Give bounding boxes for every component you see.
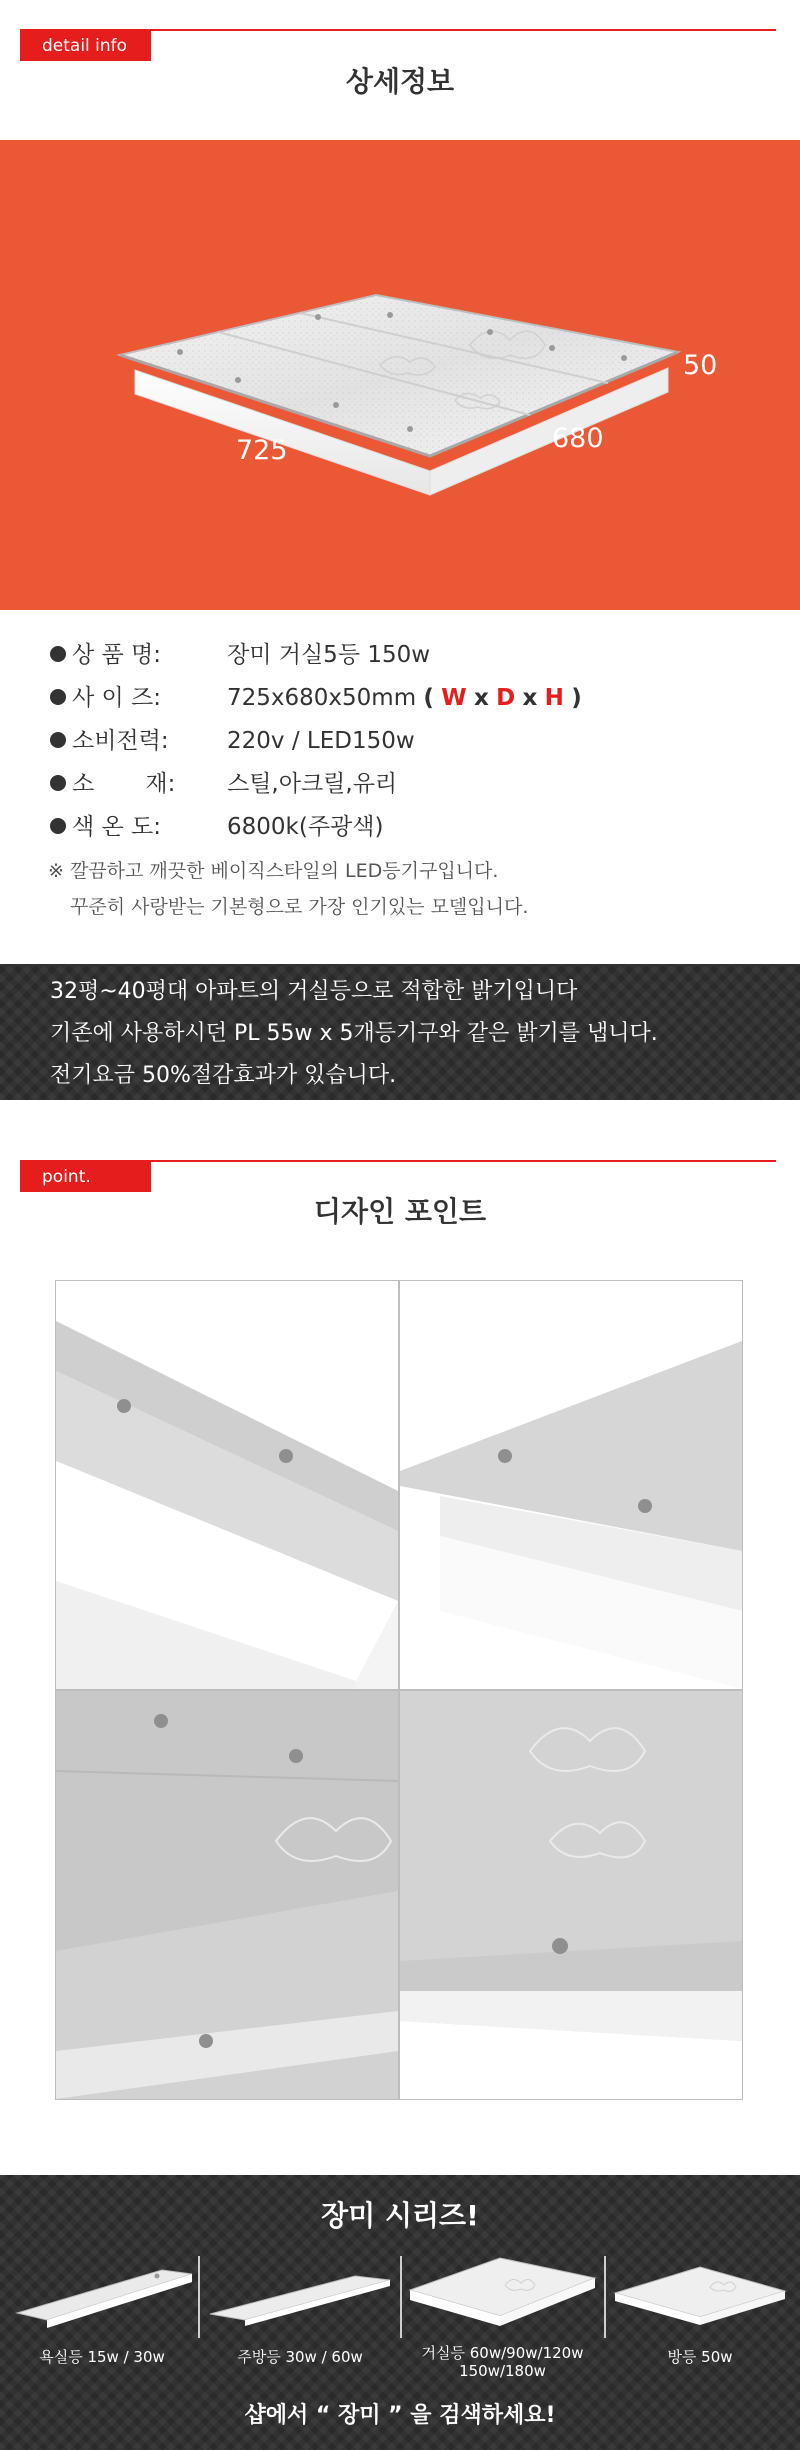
bullet-icon — [50, 732, 66, 748]
spec-row-color-temp: 색 온 도: 6800k(주광색) — [50, 808, 383, 841]
info-band-line: 전기요금 50%절감효과가 있습니다. — [50, 1063, 397, 1088]
point-title: 디자인 포인트 — [313, 1195, 487, 1228]
series-item-bathroom — [12, 2258, 192, 2338]
point-tab: point. — [20, 1162, 151, 1192]
dimension-width-label: 725 — [236, 435, 288, 466]
room-light-thumbnail — [610, 2255, 790, 2340]
ceiling-light-illustration — [0, 140, 800, 610]
series-item-room — [610, 2255, 790, 2340]
series-item-label: 욕실등 15w / 30w — [39, 2348, 165, 2366]
detail-photo-corner-right — [399, 1280, 743, 1690]
series-item-living — [405, 2250, 600, 2340]
bullet-icon — [50, 775, 66, 791]
series-title: 장미 시리즈! — [321, 2199, 479, 2232]
spec-row-material: 소 재: 스틸,아크릴,유리 — [50, 765, 397, 798]
living-room-light-thumbnail — [405, 2250, 600, 2340]
spec-row-size: 사 이 즈: 725x680x50mm ( W x D x H ) — [50, 679, 582, 712]
detail-photo-edge-left — [55, 1690, 399, 2100]
info-band-line: 기존에 사용하시던 PL 55w x 5개등기구와 같은 밝기를 냅니다. — [50, 1021, 658, 1046]
hero-product-image — [0, 140, 800, 610]
series-divider — [198, 2256, 200, 2338]
detail-photo-corner-left — [55, 1280, 399, 1690]
detail-title: 상세정보 — [345, 65, 455, 98]
bullet-icon — [50, 646, 66, 662]
series-item-kitchen — [205, 2258, 395, 2338]
series-item-label: 거실등 60w/90w/120w — [421, 2344, 584, 2362]
detail-info-tab: detail info — [20, 31, 151, 61]
dimension-depth-label: 680 — [552, 423, 604, 454]
series-item-label: 150w/180w — [459, 2362, 546, 2380]
series-item-label: 방등 50w — [667, 2348, 733, 2366]
series-item-label: 주방등 30w / 60w — [237, 2348, 363, 2366]
spec-row-name: 상 품 명: 장미 거실5등 150w — [50, 636, 430, 669]
bathroom-light-thumbnail — [12, 2258, 192, 2338]
bullet-icon — [50, 818, 66, 834]
info-band-line: 32평~40평대 아파트의 거실등으로 적합한 밝기입니다 — [50, 979, 578, 1004]
spec-note-line1: ※ 깔끔하고 깨끗한 베이직스타일의 LED등기구입니다. — [48, 860, 499, 882]
spec-note-line2: 꾸준히 사랑받는 기본형으로 가장 인기있는 모델입니다. — [70, 896, 529, 918]
series-search-prompt: 샵에서 “ 장미 ” 을 검색하세요! — [244, 2403, 556, 2428]
series-divider — [604, 2256, 606, 2338]
bullet-icon — [50, 689, 66, 705]
kitchen-light-thumbnail — [205, 2258, 395, 2338]
detail-photo-edge-right — [399, 1690, 743, 2100]
dimension-height-label: 50 — [683, 350, 718, 381]
spec-row-power: 소비전력: 220v / LED150w — [50, 722, 415, 755]
series-divider — [400, 2256, 402, 2338]
